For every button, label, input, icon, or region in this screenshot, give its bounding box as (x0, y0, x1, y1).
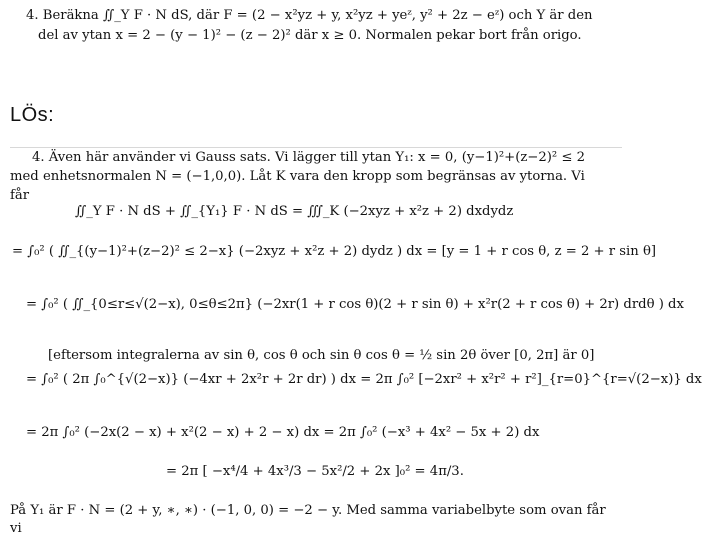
equation-step-1: = ∫₀² ( ∬_{(y−1)²+(z−2)² ≤ 2−x} (−2xyz + x²z + 2) dydz ) dx = [y = 1 + r cos θ, z = 2 + r sin θ] (12, 244, 657, 259)
final-line-2: vi (10, 521, 22, 536)
solution-intro-line-2: med enhetsnormalen N = (−1,0,0). Låt K vara den kropp som begränsas av ytorna. Vi (10, 169, 585, 184)
solution-intro (10, 148, 610, 205)
equation-step-3: = ∫₀² ( 2π ∫₀^{√(2−x)} (−4xr + 2x²r + 2r dr) ) dx = 2π ∫₀² [−2xr² + x²r² + r²]_{r=0}^{r=√(2−x)} dx (26, 372, 702, 387)
equation-gauss: ∬_Y F · N dS + ∬_{Y₁} F · N dS = ∭_K (−2xyz + x²z + 2) dxdydz (75, 204, 514, 219)
problem-line-2: del av ytan x = 2 − (y − 1)² − (z − 2)² där x ≥ 0. Normalen pekar bort från origo. (38, 28, 582, 43)
problem-statement (26, 6, 593, 46)
equation-step-2: = ∫₀² ( ∬_{0≤r≤√(2−x), 0≤θ≤2π} (−2xr(1 + r cos θ)(2 + r sin θ) + x²r(2 + r cos θ) + 2r) drdθ ) dx (26, 297, 684, 312)
solution-intro-line-3: får (10, 188, 30, 203)
problem-line-1: 4. Beräkna ∬_Y F · N dS, där F = (2 − x²yz + y, x²yz + yeᶻ, y² + 2z − eᶻ) och Y är den (26, 8, 593, 23)
equation-result: = 2π [ −x⁴/4 + 4x³/3 − 5x²/2 + 2x ]₀² = 4π/3. (166, 464, 464, 479)
equation-step-4: = 2π ∫₀² (−2x(2 − x) + x²(2 − x) + 2 − x) dx = 2π ∫₀² (−x³ + 4x² − 5x + 2) dx (26, 425, 540, 440)
final-paragraph (10, 502, 610, 538)
solution-heading: LÖs: (10, 104, 55, 126)
solution-intro-line-1: 4. Även här använder vi Gauss sats. Vi lägger till ytan Y₁: x = 0, (y−1)²+(z−2)² ≤ 2 (32, 150, 585, 165)
note-trig-integrals: [eftersom integralerna av sin θ, cos θ och sin θ cos θ = ½ sin 2θ över [0, 2π] är 0] (48, 348, 595, 363)
final-line-1: På Y₁ är F · N = (2 + y, ∗, ∗) · (−1, 0, 0) = −2 − y. Med samma variabelbyte som ovan får (10, 503, 606, 518)
